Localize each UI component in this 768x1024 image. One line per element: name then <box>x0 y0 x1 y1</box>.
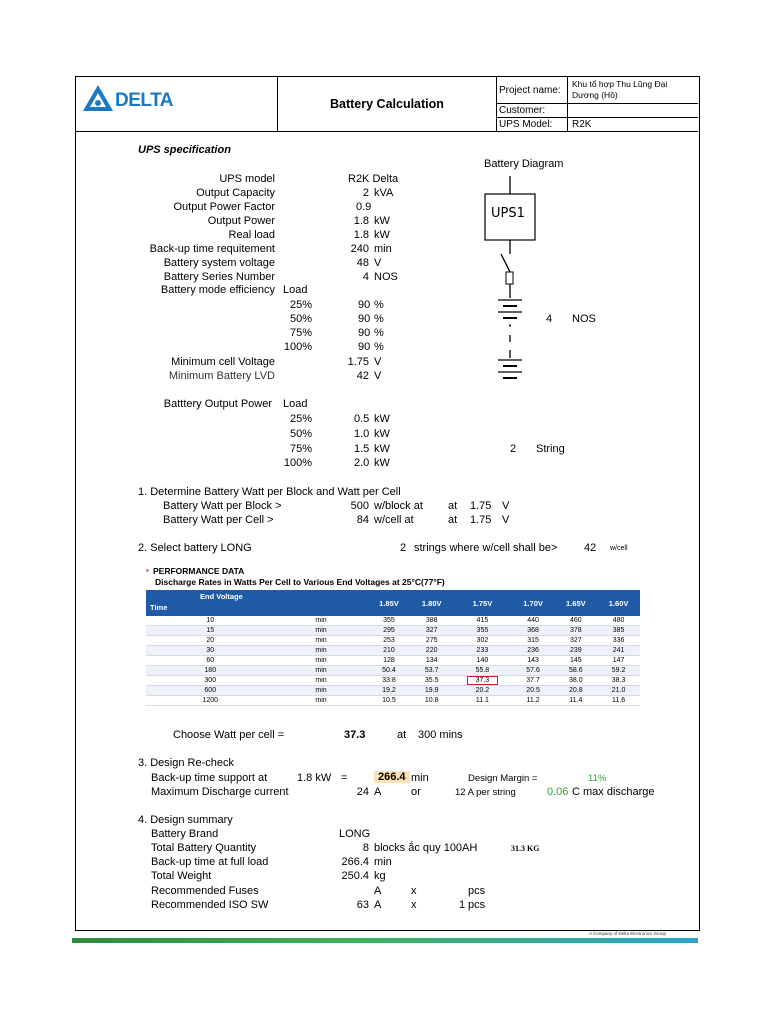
output-value: 2.0 <box>354 457 370 469</box>
rate-cell: 415 <box>453 616 512 626</box>
rate-cell: 275 <box>410 636 453 646</box>
footer-bar <box>72 938 698 943</box>
spec-unit: V <box>374 257 382 269</box>
output-load: 100% <box>283 457 312 469</box>
rate-cell: 460 <box>554 616 597 626</box>
corner-end-voltage: End Voltage <box>200 592 243 601</box>
spec-value: 0.9 <box>356 201 372 213</box>
voltage-header: 1.80V <box>410 590 453 616</box>
backup-min-unit: min <box>411 772 429 784</box>
rate-cell: 210 <box>368 646 411 656</box>
spec-unit: min <box>374 243 392 255</box>
rate-cell: 368 <box>512 626 555 636</box>
min-cell-label: Minimum cell Voltage <box>171 356 275 368</box>
voltage-header: 1.70V <box>512 590 555 616</box>
time-cell: 30 <box>146 646 275 656</box>
section1-heading: 1. Determine Battery Watt per Block and Watt per Cell <box>138 486 401 498</box>
rate-cell: 20.2 <box>453 686 512 696</box>
watt-per-block-unit: w/block at <box>374 500 423 512</box>
summary-value: LONG <box>339 828 371 840</box>
efficiency-load-label: Load <box>283 284 308 296</box>
footer-note: A Company of Delta Electronics Group <box>589 931 667 936</box>
unit-cell: min <box>275 616 368 626</box>
spec-value: 48 <box>356 257 369 269</box>
watt-per-cell-value: 84 <box>356 514 369 526</box>
project-name-label: Project name: <box>499 85 561 96</box>
fuse-pcs: pcs <box>468 885 486 897</box>
min-lvd-value: 42 <box>356 370 369 382</box>
summary-label: Total Weight <box>151 870 212 882</box>
rate-cell: 59.2 <box>597 666 640 676</box>
battery-weight-note: 31.3 KG <box>511 844 540 853</box>
table-row <box>146 676 640 686</box>
efficiency-label: Battery mode efficiency <box>160 284 275 296</box>
output-value: 0.5 <box>354 413 370 425</box>
header-divider <box>277 76 278 131</box>
performance-subtitle: Discharge Rates in Watts Per Cell to Various End Voltages at 25°C(77°F) <box>155 577 445 587</box>
rate-cell: 21.0 <box>597 686 640 696</box>
performance-header-row <box>146 590 640 616</box>
efficiency-value: 90 <box>358 341 371 353</box>
choose-mins: 300 mins <box>418 729 463 741</box>
diagram-nos-value: 4 <box>546 313 553 325</box>
rate-cell: 38.3 <box>597 676 640 686</box>
delta-logo-icon <box>82 84 114 112</box>
rate-cell: 58.6 <box>554 666 597 676</box>
watt-per-block-voltage-unit: V <box>502 500 510 512</box>
summary-value: 250.4 <box>341 870 369 882</box>
section2-heading: 2. Select battery LONG <box>138 542 252 554</box>
backup-kw: 1.8 kW <box>297 772 332 784</box>
max-discharge-unit: A <box>374 786 382 798</box>
efficiency-value: 90 <box>358 299 371 311</box>
time-cell: 600 <box>146 686 275 696</box>
unit-cell: min <box>275 656 368 666</box>
summary-unit: kg <box>374 870 386 882</box>
rate-cell: 147 <box>597 656 640 666</box>
table-row <box>146 616 640 626</box>
rate-cell: 10.5 <box>368 696 411 706</box>
voltage-header: 1.65V <box>554 590 597 616</box>
summary-label: Recommended Fuses <box>151 885 259 897</box>
watt-per-block-voltage: 1.75 <box>470 500 492 512</box>
time-cell: 1200 <box>146 696 275 706</box>
output-unit: kW <box>374 413 390 425</box>
project-name-value: Khu tổ hợp Thu Lũng Đại Dương (Hồ) <box>572 79 668 100</box>
rate-cell: 385 <box>597 626 640 636</box>
min-cell-value: 1.75 <box>347 356 369 368</box>
strings-text: strings where w/cell shall be> <box>414 542 558 554</box>
summary-label: Back-up time at full load <box>151 856 269 868</box>
spec-label: UPS model <box>219 173 275 185</box>
rate-cell: 53.7 <box>410 666 453 676</box>
summary-label: Total Battery Quantity <box>151 842 257 854</box>
spec-label: Battery Series Number <box>163 271 275 283</box>
corner-time: Time <box>150 603 168 612</box>
summary-value: 63 <box>356 899 369 911</box>
rate-cell: 19.9 <box>410 686 453 696</box>
efficiency-unit: % <box>374 299 384 311</box>
voltage-header: 1.60V <box>597 590 640 616</box>
rate-cell: 11.4 <box>554 696 597 706</box>
rate-cell: 143 <box>512 656 555 666</box>
selected-rate-value: 37.3 <box>468 677 498 684</box>
rate-cell: 11.2 <box>512 696 555 706</box>
header-divider <box>75 131 698 132</box>
voltage-header: 1.75V <box>453 590 512 616</box>
wcell-value: 42 <box>584 542 597 554</box>
spec-value: 240 <box>350 243 369 255</box>
watt-per-cell-at: at <box>448 514 458 526</box>
rate-cell: 128 <box>368 656 411 666</box>
rate-cell: 50.4 <box>368 666 411 676</box>
c-rate-value: 0.06 <box>547 786 569 798</box>
spec-value: 4 <box>362 271 369 283</box>
rate-cell: 20.5 <box>512 686 555 696</box>
watt-per-block-label: Battery Watt per Block > <box>163 500 282 512</box>
efficiency-load: 75% <box>289 327 312 339</box>
output-load: 50% <box>289 428 312 440</box>
time-cell: 300 <box>146 676 275 686</box>
diagram-string-value: 2 <box>510 443 517 455</box>
diagram-string-unit: String <box>536 443 565 455</box>
unit-cell: min <box>275 626 368 636</box>
unit-cell: min <box>275 646 368 656</box>
header-divider <box>496 117 698 118</box>
watt-per-cell-unit: w/cell at <box>374 514 414 526</box>
summary-label: Battery Brand <box>151 828 219 840</box>
output-unit: kW <box>374 428 390 440</box>
iso-pcs: pcs <box>468 899 486 911</box>
time-cell: 60 <box>146 656 275 666</box>
table-row <box>146 646 640 656</box>
rate-cell: 11.6 <box>597 696 640 706</box>
spec-label: Output Power Factor <box>173 201 275 213</box>
spec-label: Output Capacity <box>196 187 275 199</box>
ups-box-label: UPS1 <box>491 206 525 221</box>
summary-unit: blocks ắc quy 100AH <box>374 842 478 854</box>
rate-cell: 315 <box>512 636 555 646</box>
output-power-load-label: Load <box>283 398 308 410</box>
rate-cell: 480 <box>597 616 640 626</box>
rate-cell: 355 <box>368 616 411 626</box>
rate-cell: 336 <box>597 636 640 646</box>
spec-unit: kW <box>374 215 390 227</box>
rate-cell: 327 <box>554 636 597 646</box>
rate-cell: 38.0 <box>554 676 597 686</box>
time-cell: 20 <box>146 636 275 646</box>
max-discharge-value: 24 <box>356 786 369 798</box>
output-value: 1.5 <box>354 443 370 455</box>
rate-cell: 388 <box>410 616 453 626</box>
spec-label: Back-up time requitement <box>149 243 275 255</box>
efficiency-load: 25% <box>289 299 312 311</box>
iso-x: x <box>411 899 417 911</box>
design-margin-value: 11% <box>588 773 607 784</box>
spec-label: Output Power <box>207 215 275 227</box>
rate-cell: 241 <box>597 646 640 656</box>
performance-corner <box>146 590 368 616</box>
spec-unit: kW <box>374 229 390 241</box>
watt-per-block-at: at <box>448 500 458 512</box>
watt-per-block-value: 500 <box>350 500 369 512</box>
ups-model-value: R2K <box>572 119 592 130</box>
wcell-unit: w/cell <box>610 545 628 552</box>
header-divider <box>496 103 698 104</box>
rate-cell: 10.8 <box>410 696 453 706</box>
summary-value: 266.4 <box>341 856 369 868</box>
c-rate-text: C max discharge <box>572 786 655 798</box>
diagram-nos-unit: NOS <box>572 313 596 325</box>
unit-cell: min <box>275 636 368 646</box>
section3-heading: 3. Design Re-check <box>138 757 234 769</box>
spec-value: R2K Delta <box>348 173 399 185</box>
rate-cell: 145 <box>554 656 597 666</box>
rate-cell: 233 <box>453 646 512 656</box>
logo-text: DELTA <box>115 90 174 111</box>
per-string-text: 12 A per string <box>455 787 516 798</box>
rate-cell: 327 <box>410 626 453 636</box>
rate-cell: 57.6 <box>512 666 555 676</box>
rate-cell: 140 <box>453 656 512 666</box>
min-cell-unit: V <box>374 356 382 368</box>
table-row <box>146 626 640 636</box>
rate-cell: 55.8 <box>453 666 512 676</box>
rate-cell: 295 <box>368 626 411 636</box>
choose-label: Choose Watt per cell = <box>173 729 285 741</box>
efficiency-load: 100% <box>283 341 312 353</box>
time-cell: 180 <box>146 666 275 676</box>
output-load: 25% <box>289 413 312 425</box>
spec-label: Battery system voltage <box>163 257 275 269</box>
choose-at: at <box>397 729 407 741</box>
backup-label: Back-up time support at <box>151 772 268 784</box>
summary-value: 8 <box>362 842 369 854</box>
summary-unit: min <box>374 856 392 868</box>
spec-label: Real load <box>228 229 275 241</box>
choose-value: 37.3 <box>344 729 366 741</box>
backup-eq: = <box>341 772 348 784</box>
rate-cell: 355 <box>453 626 512 636</box>
voltage-header: 1.85V <box>368 590 411 616</box>
unit-cell: min <box>275 686 368 696</box>
rate-cell: 134 <box>410 656 453 666</box>
table-row <box>146 636 640 646</box>
rate-cell: 35.5 <box>410 676 453 686</box>
ups-spec-heading: UPS specification <box>138 144 231 156</box>
table-row <box>146 696 640 706</box>
rate-cell: 440 <box>512 616 555 626</box>
ups-model-label: UPS Model: <box>499 119 553 130</box>
page-title: Battery Calculation <box>330 97 444 111</box>
time-cell: 10 <box>146 616 275 626</box>
rate-cell: 19.2 <box>368 686 411 696</box>
max-discharge-label: Maximum Discharge current <box>151 786 289 798</box>
rate-cell: 20.8 <box>554 686 597 696</box>
rate-cell: 378 <box>554 626 597 636</box>
performance-bullet: ▪ <box>146 566 149 575</box>
performance-title: PERFORMANCE DATA <box>153 566 245 576</box>
watt-per-cell-voltage: 1.75 <box>470 514 492 526</box>
backup-min-value: 266.4 <box>374 771 410 783</box>
watt-per-cell-label: Battery Watt per Cell > <box>163 514 274 526</box>
time-cell: 15 <box>146 626 275 636</box>
battery-diagram-title: Battery Diagram <box>484 158 564 170</box>
summary-label: Recommended ISO SW <box>151 899 269 911</box>
summary-unit: A <box>374 899 382 911</box>
efficiency-unit: % <box>374 327 384 339</box>
spec-unit: kVA <box>374 187 394 199</box>
spec-value: 1.8 <box>353 229 369 241</box>
spec-value: 2 <box>362 187 369 199</box>
spec-unit: NOS <box>374 271 398 283</box>
unit-cell: min <box>275 696 368 706</box>
rate-cell: 302 <box>453 636 512 646</box>
rate-cell: 236 <box>512 646 555 656</box>
summary-unit: A <box>374 885 382 897</box>
table-row <box>146 666 640 676</box>
rate-cell: 239 <box>554 646 597 656</box>
min-lvd-unit: V <box>374 370 382 382</box>
output-power-label: Batttery Output Power <box>163 398 272 410</box>
output-unit: kW <box>374 457 390 469</box>
rate-cell: 253 <box>368 636 411 646</box>
design-margin-label: Design Margin = <box>468 773 538 784</box>
table-row <box>146 686 640 696</box>
table-row <box>146 656 640 666</box>
output-unit: kW <box>374 443 390 455</box>
selected-rate-cell <box>453 676 512 686</box>
min-lvd-label: Minimum Battery LVD <box>168 370 275 382</box>
spec-value: 1.8 <box>353 215 369 227</box>
section4-heading: 4. Design summary <box>138 814 233 826</box>
output-value: 1.0 <box>354 428 370 440</box>
efficiency-value: 90 <box>358 313 371 325</box>
rate-cell: 33.8 <box>368 676 411 686</box>
fuse-x: x <box>411 885 417 897</box>
efficiency-value: 90 <box>358 327 371 339</box>
iso-pcs-value: 1 <box>459 899 466 911</box>
unit-cell: min <box>275 666 368 676</box>
customer-label: Customer: <box>499 105 546 116</box>
performance-table <box>146 590 640 706</box>
strings-value: 2 <box>400 542 407 554</box>
rate-cell: 11.1 <box>453 696 512 706</box>
output-load: 75% <box>289 443 312 455</box>
max-discharge-or: or <box>411 786 421 798</box>
efficiency-load: 50% <box>289 313 312 325</box>
efficiency-unit: % <box>374 313 384 325</box>
watt-per-cell-voltage-unit: V <box>502 514 510 526</box>
efficiency-unit: % <box>374 341 384 353</box>
unit-cell: min <box>275 676 368 686</box>
rate-cell: 37.7 <box>512 676 555 686</box>
rate-cell: 220 <box>410 646 453 656</box>
